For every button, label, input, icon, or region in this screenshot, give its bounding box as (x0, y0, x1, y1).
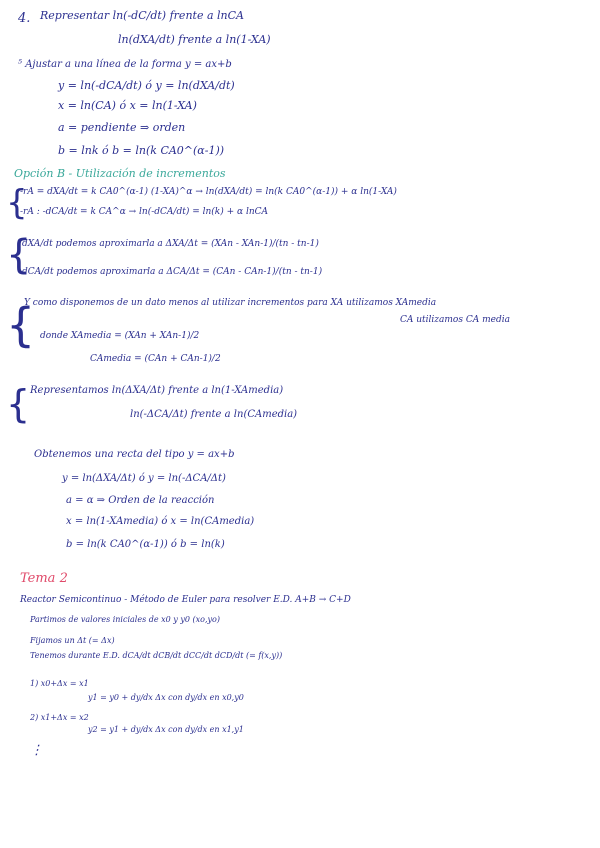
option-b-line-3: dXA/dt podemos aproximarla a ΔXA/Δt = (XAn - XAn-1)/(tn - tn-1) (22, 239, 319, 249)
option-b-line-11: Obtenemos una recta del tipo y = ax+b (34, 449, 235, 460)
brace-icon: { (6, 232, 32, 278)
tema2-line-2: Partimos de valores iniciales de x0 y y0 (xo,yo) (30, 615, 220, 624)
option-b-line-12: y = ln(ΔXA/Δt) ó y = ln(-ΔCA/Δt) (62, 473, 226, 484)
option-b-line-2: -rA : -dCA/dt = k CA^α → ln(-dCA/dt) = ln(k) + α lnCA (20, 207, 269, 217)
tema2-line-5a: 1) x0+Δx = x1 (30, 679, 89, 688)
option-b-line-15: b = ln(k CA0^(α-1)) ó b = ln(k) (66, 539, 225, 550)
step5-line-2: y = ln(-dCA/dt) ó y = ln(dXA/dt) (58, 79, 235, 92)
tema2-line-4: Tenemos durante E.D. dCA/dt dCB/dt dCC/dt dCD/dt (= f(x,y)) (30, 651, 283, 660)
option-b-line-5: Y como disponemos de un dato menos al utilizar incrementos para XA utilizamos XAmedia (24, 298, 437, 308)
option-b-line-9: Representamos ln(ΔXA/Δt) frente a ln(1-XAmedia) (30, 385, 284, 396)
tema2-line-1: Reactor Semicontinuo - Método de Euler para resolver E.D. A+B → C+D (20, 595, 351, 605)
step4-line-1: Representar ln(-dC/dt) frente a lnCA (40, 9, 244, 22)
tema2-line-6b: y2 = y1 + dy/dx Δx con dy/dx en x1,y1 (88, 725, 244, 734)
brace-icon: { (6, 183, 28, 223)
continuation-dots: ⋮ (30, 743, 43, 758)
step-number: 4. (18, 11, 31, 26)
option-b-title: Opción B - Utilización de incrementos (14, 167, 226, 180)
step5-line-5: b = lnk ó b = ln(k CA0^(α-1)) (58, 144, 225, 157)
step5-line-1: ⁵ Ajustar a una línea de la forma y = ax+b (18, 59, 232, 70)
option-b-line-8: CAmedia = (CAn + CAn-1)/2 (90, 354, 221, 364)
step5-line-3: x = ln(CA) ó x = ln(1-XA) (58, 99, 197, 112)
tema2-line-5b: y1 = y0 + dy/dx Δx con dy/dx en x0,y0 (88, 693, 244, 702)
option-b-line-4: dCA/dt podemos aproximarla a ΔCA/Δt = (CAn - CAn-1)/(tn - tn-1) (22, 267, 323, 277)
option-b-line-14: x = ln(1-XAmedia) ó x = ln(CAmedia) (66, 516, 255, 527)
step4-line-2: ln(dXA/dt) frente a ln(1-XA) (118, 33, 271, 46)
step5-line-4: a = pendiente ⇒ orden (58, 121, 186, 134)
option-b-line-10: ln(-ΔCA/Δt) frente a ln(CAmedia) (130, 409, 298, 420)
option-b-line-7: donde XAmedia = (XAn + XAn-1)/2 (40, 331, 200, 341)
tema2-line-3: Fijamos un Δt (= Δx) (30, 636, 115, 645)
tema2-line-6a: 2) x1+Δx = x2 (30, 713, 89, 722)
option-b-line-6: CA utilizamos CA media (400, 315, 510, 325)
brace-icon: { (6, 382, 31, 426)
option-b-line-13: a = α ⇒ Orden de la reacción (66, 495, 215, 506)
tema-2-heading: Tema 2 (20, 571, 68, 586)
option-b-line-1: -rA = dXA/dt = k CA0^(α-1) (1-XA)^α → ln(dXA/dt) = ln(k CA0^(α-1)) + α ln(1-XA) (20, 187, 397, 197)
brace-icon: { (6, 298, 36, 352)
